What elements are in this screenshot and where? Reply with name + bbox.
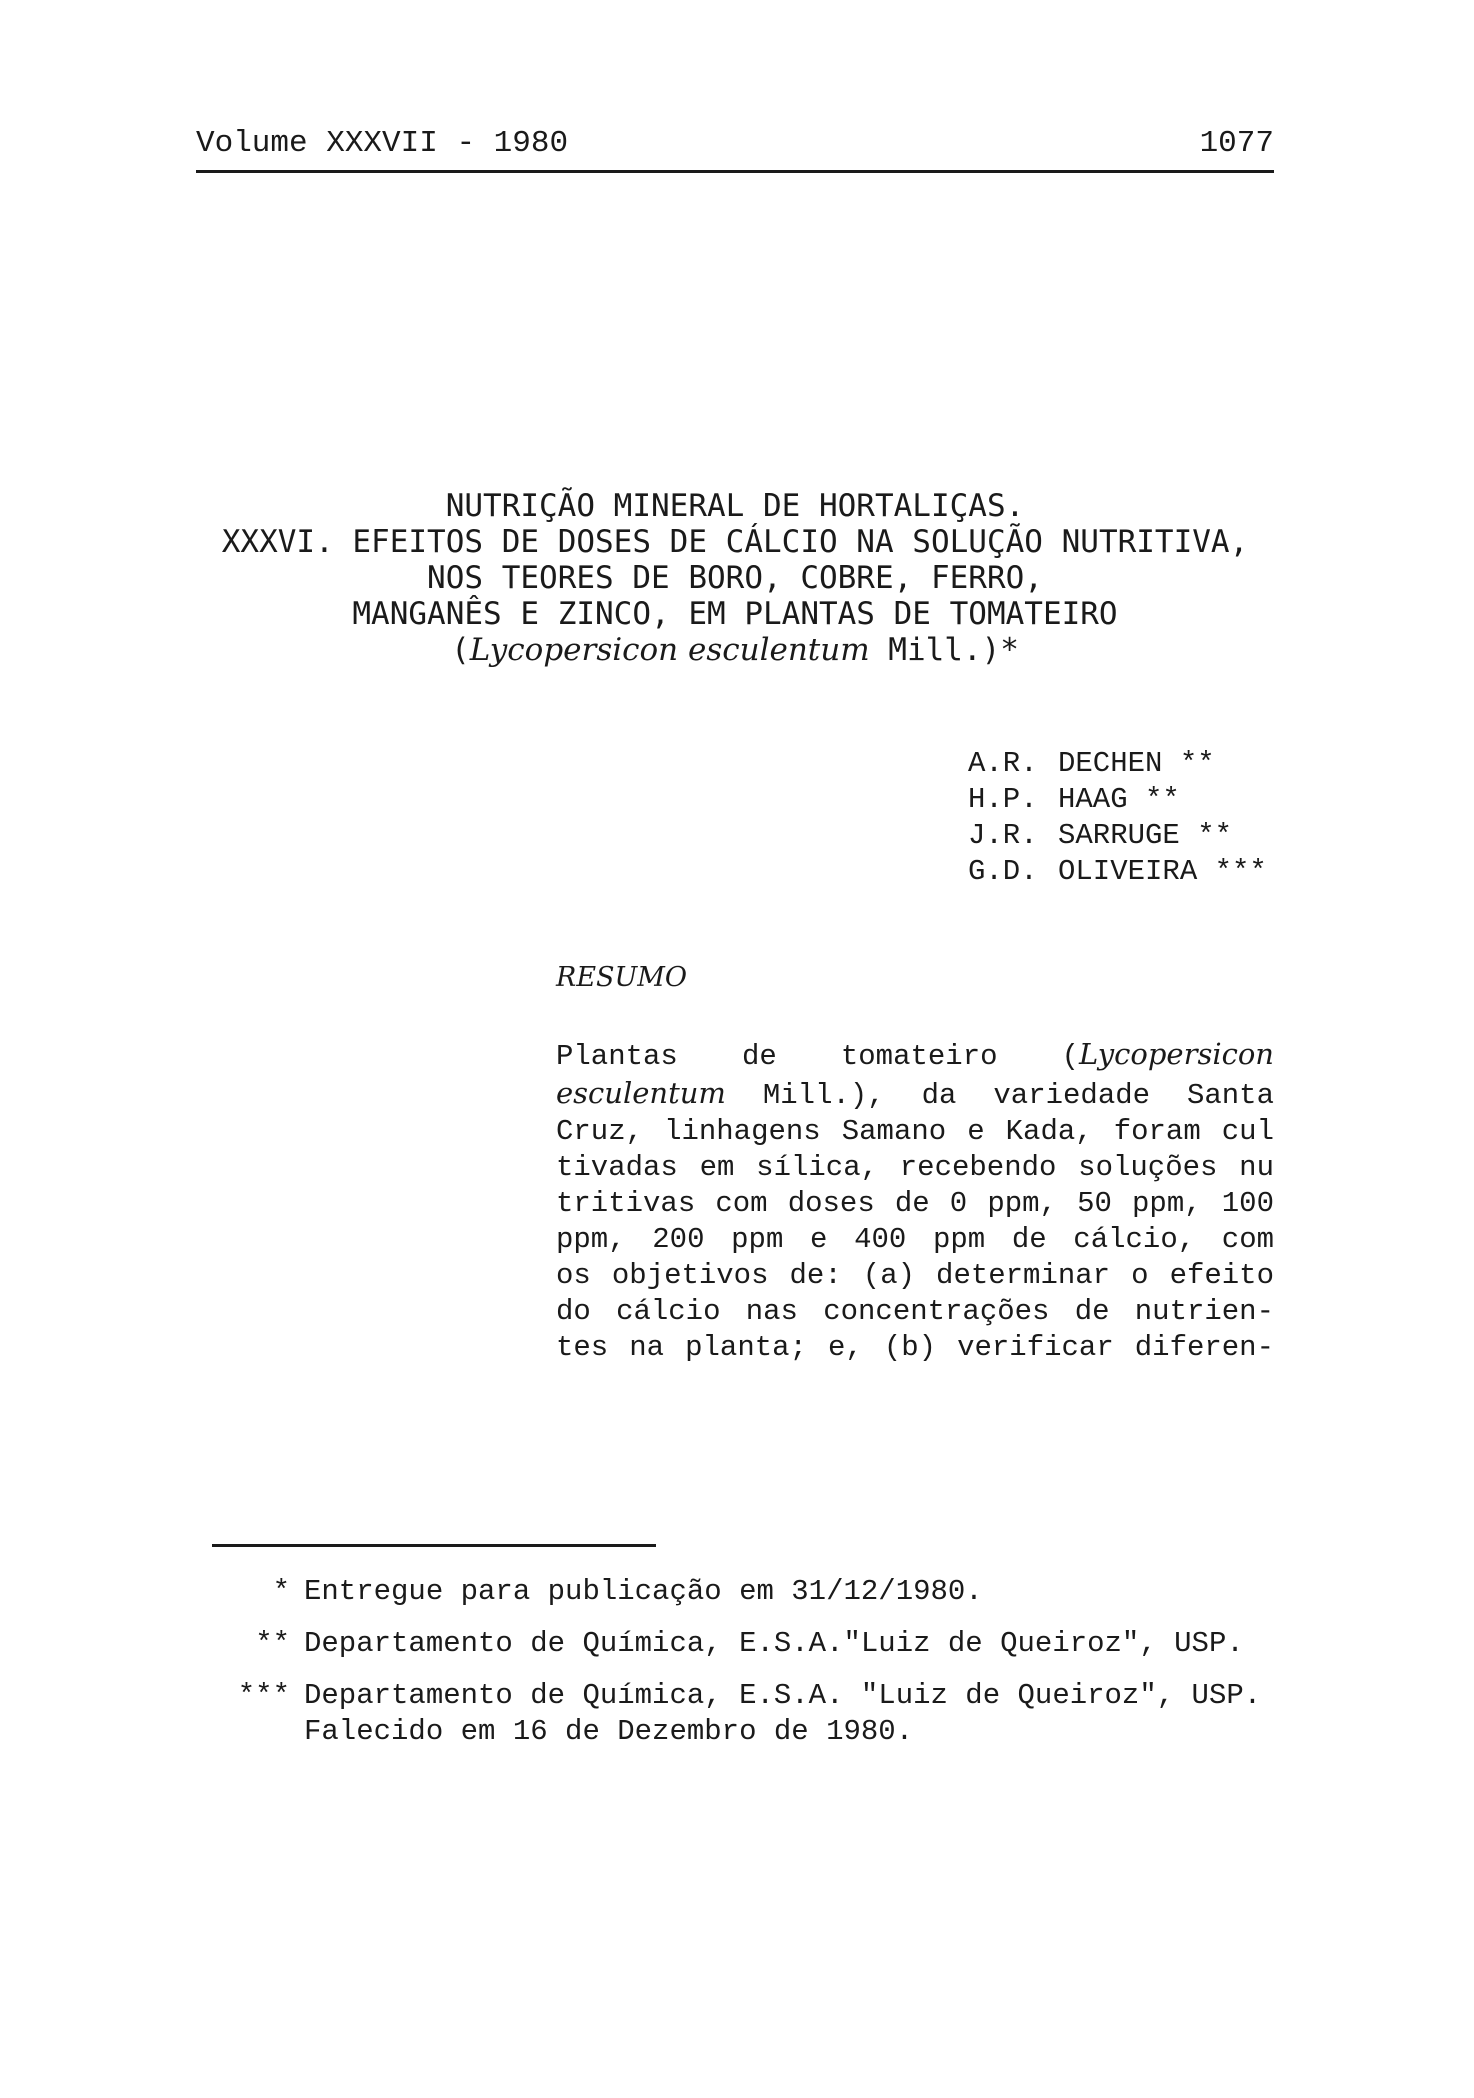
author-item <box>968 854 1267 890</box>
footnote-marker: *** <box>237 1679 290 1712</box>
footnote <box>212 1678 1282 1750</box>
footnote-marker: ** <box>255 1627 290 1660</box>
author-item <box>968 746 1267 782</box>
title-line-3: NOS TEORES DE BORO, COBRE, FERRO, <box>427 560 1043 596</box>
author-name: SARRUGE ** <box>1058 819 1233 852</box>
author-item <box>968 782 1267 818</box>
footnote-marker: * <box>272 1575 290 1608</box>
author-initials: G.D. <box>968 855 1038 888</box>
species-name: Lycopersicon esculentum <box>469 632 870 668</box>
footnote-divider <box>212 1544 656 1547</box>
article-title <box>196 488 1274 668</box>
species-open: ( <box>451 632 470 668</box>
title-line-4: MANGANÊS E ZINCO, EM PLANTAS DE TOMATEIRO <box>352 596 1118 632</box>
author-initials: A.R. <box>968 747 1038 780</box>
title-species-line <box>196 632 1274 668</box>
author-name: DECHEN ** <box>1058 747 1215 780</box>
abstract-heading: RESUMO <box>556 962 688 993</box>
abstract-body <box>556 1036 1274 1366</box>
abstract-line: tes na planta; e, (b) verificar diferen- <box>556 1331 1274 1364</box>
title-line-1: NUTRIÇÃO MINERAL DE HORTALIÇAS. <box>445 488 1025 524</box>
abstract-text: Plantas de tomateiro ( <box>556 1040 1080 1073</box>
author-name: OLIVEIRA *** <box>1058 855 1267 888</box>
species-close: Mill.)* <box>869 632 1019 668</box>
author-list <box>968 746 1267 890</box>
abstract-line: tritivas com doses de 0 ppm, 50 ppm, 100 <box>556 1187 1274 1220</box>
species-name: Lycopersicon <box>1079 1037 1274 1071</box>
footnote <box>212 1574 1282 1610</box>
footnote-text <box>304 1626 1282 1662</box>
abstract-line: ppm, 200 ppm e 400 ppm de cálcio, com <box>556 1223 1274 1256</box>
page-number: 1077 <box>1199 126 1274 161</box>
abstract-line: tivadas em sílica, recebendo soluções nu <box>556 1151 1274 1184</box>
footnote-line: Departamento de Química, E.S.A. "Luiz de Queiroz", USP. <box>304 1679 1262 1712</box>
abstract-line: Cruz, linhagens Samano e Kada, foram cul <box>556 1115 1274 1148</box>
author-initials: H.P. <box>968 783 1038 816</box>
author-initials: J.R. <box>968 819 1038 852</box>
title-line-2: XXXVI. EFEITOS DE DOSES DE CÁLCIO NA SOLUÇÃO NUTRITIVA, <box>221 524 1249 560</box>
abstract-line <box>556 1036 1274 1075</box>
footnotes <box>212 1574 1282 1766</box>
footnote-line: Falecido em 16 de Dezembro de 1980. <box>304 1715 914 1748</box>
species-name: esculentum <box>556 1076 726 1110</box>
footnote-text <box>304 1678 1282 1750</box>
author-name: HAAG ** <box>1058 783 1180 816</box>
abstract-line <box>556 1075 1274 1114</box>
abstract-line: os objetivos de: (a) determinar o efeito <box>556 1259 1274 1292</box>
footnote-line: Entregue para publicação em 31/12/1980. <box>304 1575 983 1608</box>
author-item <box>968 818 1267 854</box>
journal-volume: Volume XXXVII - 1980 <box>196 126 569 161</box>
footnote-text <box>304 1574 1282 1610</box>
abstract-line: do cálcio nas concentrações de nutrien- <box>556 1295 1274 1328</box>
footnote-line: Departamento de Química, E.S.A."Luiz de Queiroz", USP. <box>304 1627 1244 1660</box>
running-header <box>196 122 1274 173</box>
footnote <box>212 1626 1282 1662</box>
abstract-text: Mill.), da variedade Santa <box>725 1079 1274 1112</box>
